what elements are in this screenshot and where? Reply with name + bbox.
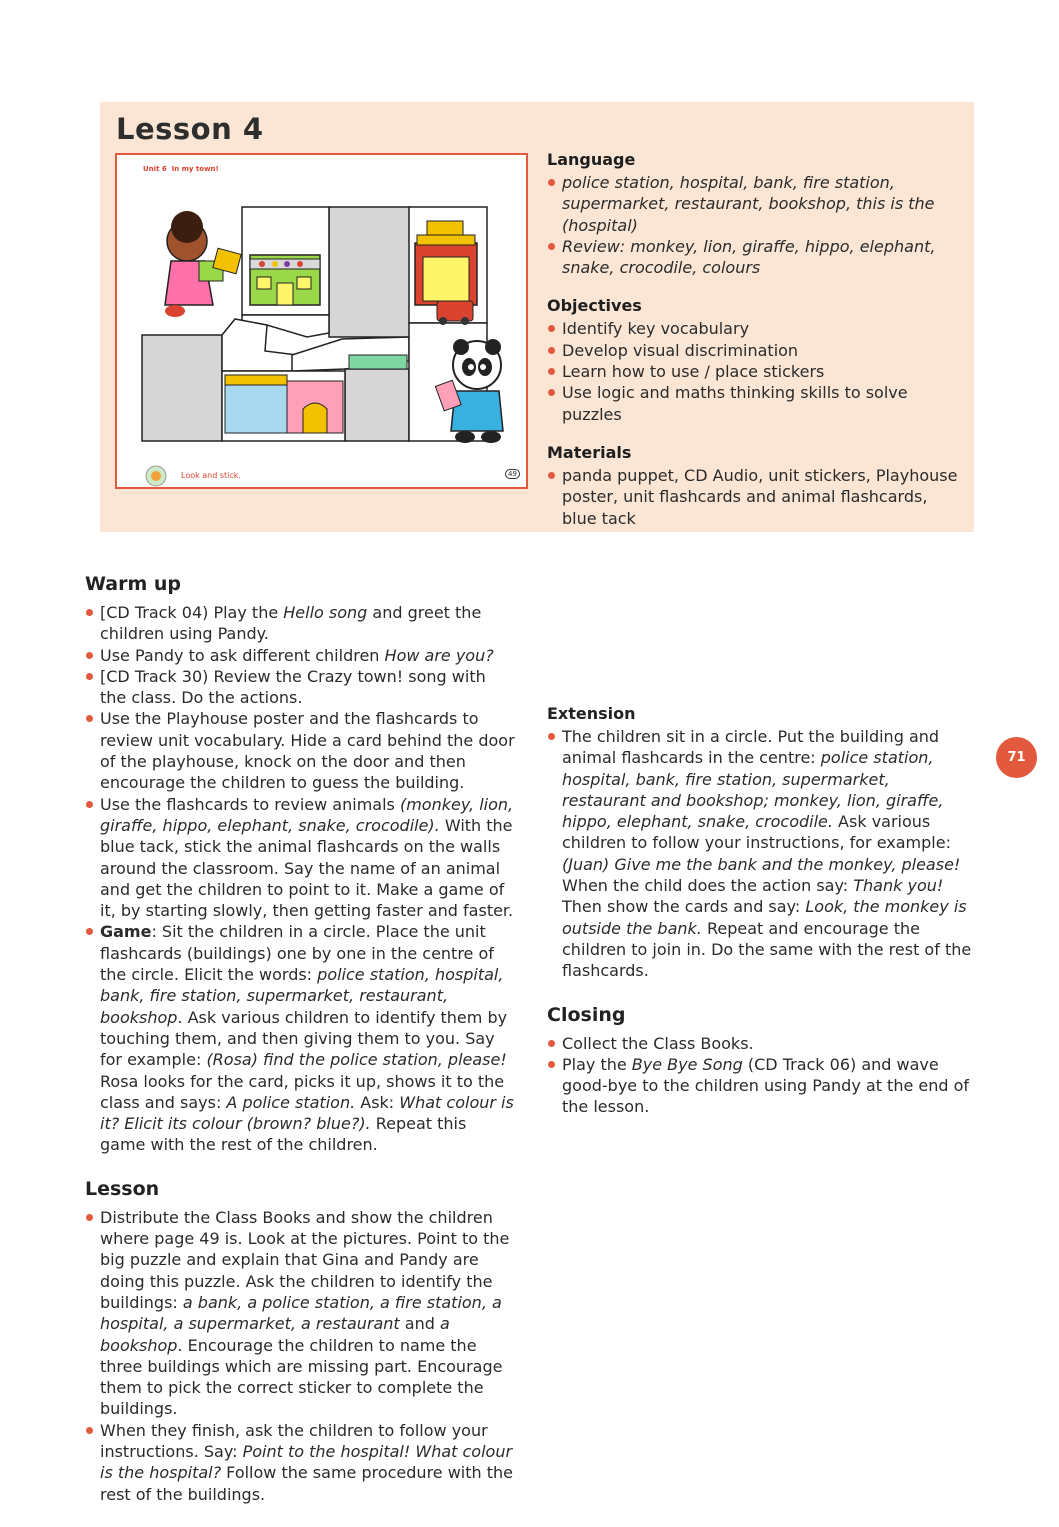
- list-item: Review: monkey, lion, giraffe, hippo, elephant, snake, crocodile, colours: [547, 236, 967, 279]
- list-item: Develop visual discrimination: [547, 340, 967, 361]
- objectives-section: [547, 296, 967, 424]
- look-and-stick-icon: [145, 465, 167, 487]
- warm-up-heading: Warm up: [85, 573, 182, 595]
- page-number-badge: 71: [996, 737, 1037, 778]
- lesson-info-column: [547, 150, 967, 547]
- list-item: panda puppet, CD Audio, unit stickers, Playhouse poster, unit flashcards and animal flashcards, blue tack: [547, 465, 967, 529]
- list-item: Learn how to use / place stickers: [547, 361, 967, 382]
- list-item: Identify key vocabulary: [547, 318, 967, 339]
- class-book-page-illustration: [115, 153, 528, 489]
- list-item: Distribute the Class Books and show the children where page 49 is. Look at the pictures. Point to the big puzzle and explain that Gina and Pandy are doing this puzzle. Ask the children to identify the buildings: a bank, a police station, a fire station, a hospital, a supermarket, a restaurant and a bookshop. Encourage the children to name the three buildings which are missing part. Encourage them to pick the correct sticker to complete the buildings.: [85, 1207, 515, 1420]
- right-column: [547, 704, 977, 1140]
- closing-heading: Closing: [547, 1003, 626, 1026]
- book-page-number: 49: [505, 469, 520, 479]
- lesson-header-panel: [100, 102, 974, 532]
- lesson-title: Lesson 4: [116, 112, 264, 146]
- list-item: Use logic and maths thinking skills to solve puzzles: [547, 382, 967, 425]
- list-item: When they finish, ask the children to follow your instructions. Say: Point to the hospital! What colour is the hospital? Follow the same procedure with the rest of the buildings.: [85, 1420, 515, 1505]
- list-item: Play the Bye Bye Song (CD Track 06) and wave good-bye to the children using Pandy at the end of the lesson.: [547, 1054, 977, 1118]
- warm-up-section: [85, 573, 515, 1156]
- objectives-heading: Objectives: [547, 296, 642, 316]
- list-item: Use the flashcards to review animals (monkey, lion, giraffe, hippo, elephant, snake, crocodile). With the blue tack, stick the animal flashcards on the walls around the classroom. Say the name of an animal and get the children to point to it. Make a game of it, by starting slowly, then getting faster and faster.: [85, 794, 515, 922]
- book-footer-instruction: Look and stick.: [181, 471, 241, 480]
- language-heading: Language: [547, 150, 636, 169]
- lesson-section: [85, 1178, 515, 1505]
- materials-section: [547, 443, 967, 529]
- list-item: Use the Playhouse poster and the flashcards to review unit vocabulary. Hide a card behind the door of the playhouse, knock on the door and then encourage the children to guess the building.: [85, 708, 515, 793]
- list-item: [CD Track 04) Play the Hello song and greet the children using Pandy.: [85, 602, 515, 645]
- closing-section: [547, 1004, 977, 1118]
- town-puzzle-illustration: [117, 155, 526, 487]
- list-item: Use Pandy to ask different children How are you?: [85, 645, 515, 666]
- list-item: police station, hospital, bank, fire station, supermarket, restaurant, bookshop, this is the (hospital): [547, 172, 967, 236]
- list-item: [CD Track 30) Review the Crazy town! song with the class. Do the actions.: [85, 666, 515, 709]
- extension-section: [547, 704, 977, 982]
- language-section: [547, 150, 967, 278]
- left-column: [85, 573, 515, 1527]
- extension-heading: Extension: [547, 704, 636, 723]
- lesson-heading: Lesson: [85, 1177, 160, 1200]
- list-item: The children sit in a circle. Put the building and animal flashcards in the centre: police station, hospital, bank, fire station, supermarket, restaurant and bookshop; monkey, lion, giraffe, hippo, elephant, snake, crocodile. Ask various children to follow your instructions, for example: (Juan) Give me the bank and the monkey, please! When the child does the action say: Thank you! Then show the cards and say: Look, the monkey is outside the bank. Repeat and encourage the children to join in. Do the same with the rest of the flashcards.: [547, 726, 977, 982]
- list-item: Game: Sit the children in a circle. Place the unit flashcards (buildings) one by one in the centre of the circle. Elicit the words: police station, hospital, bank, fire station, supermarket, restaurant, bookshop. Ask various children to identify them by touching them, and then giving them to you. Say for example: (Rosa) find the police station, please! Rosa looks for the card, picks it up, shows it to the class and says: A police station. Ask: What colour is it? Elicit its colour (brown? blue?). Repeat this game with the rest of the children.: [85, 921, 515, 1155]
- book-unit-label: Unit 6 In my town!: [143, 165, 219, 173]
- list-item: Collect the Class Books.: [547, 1033, 977, 1054]
- materials-heading: Materials: [547, 442, 632, 462]
